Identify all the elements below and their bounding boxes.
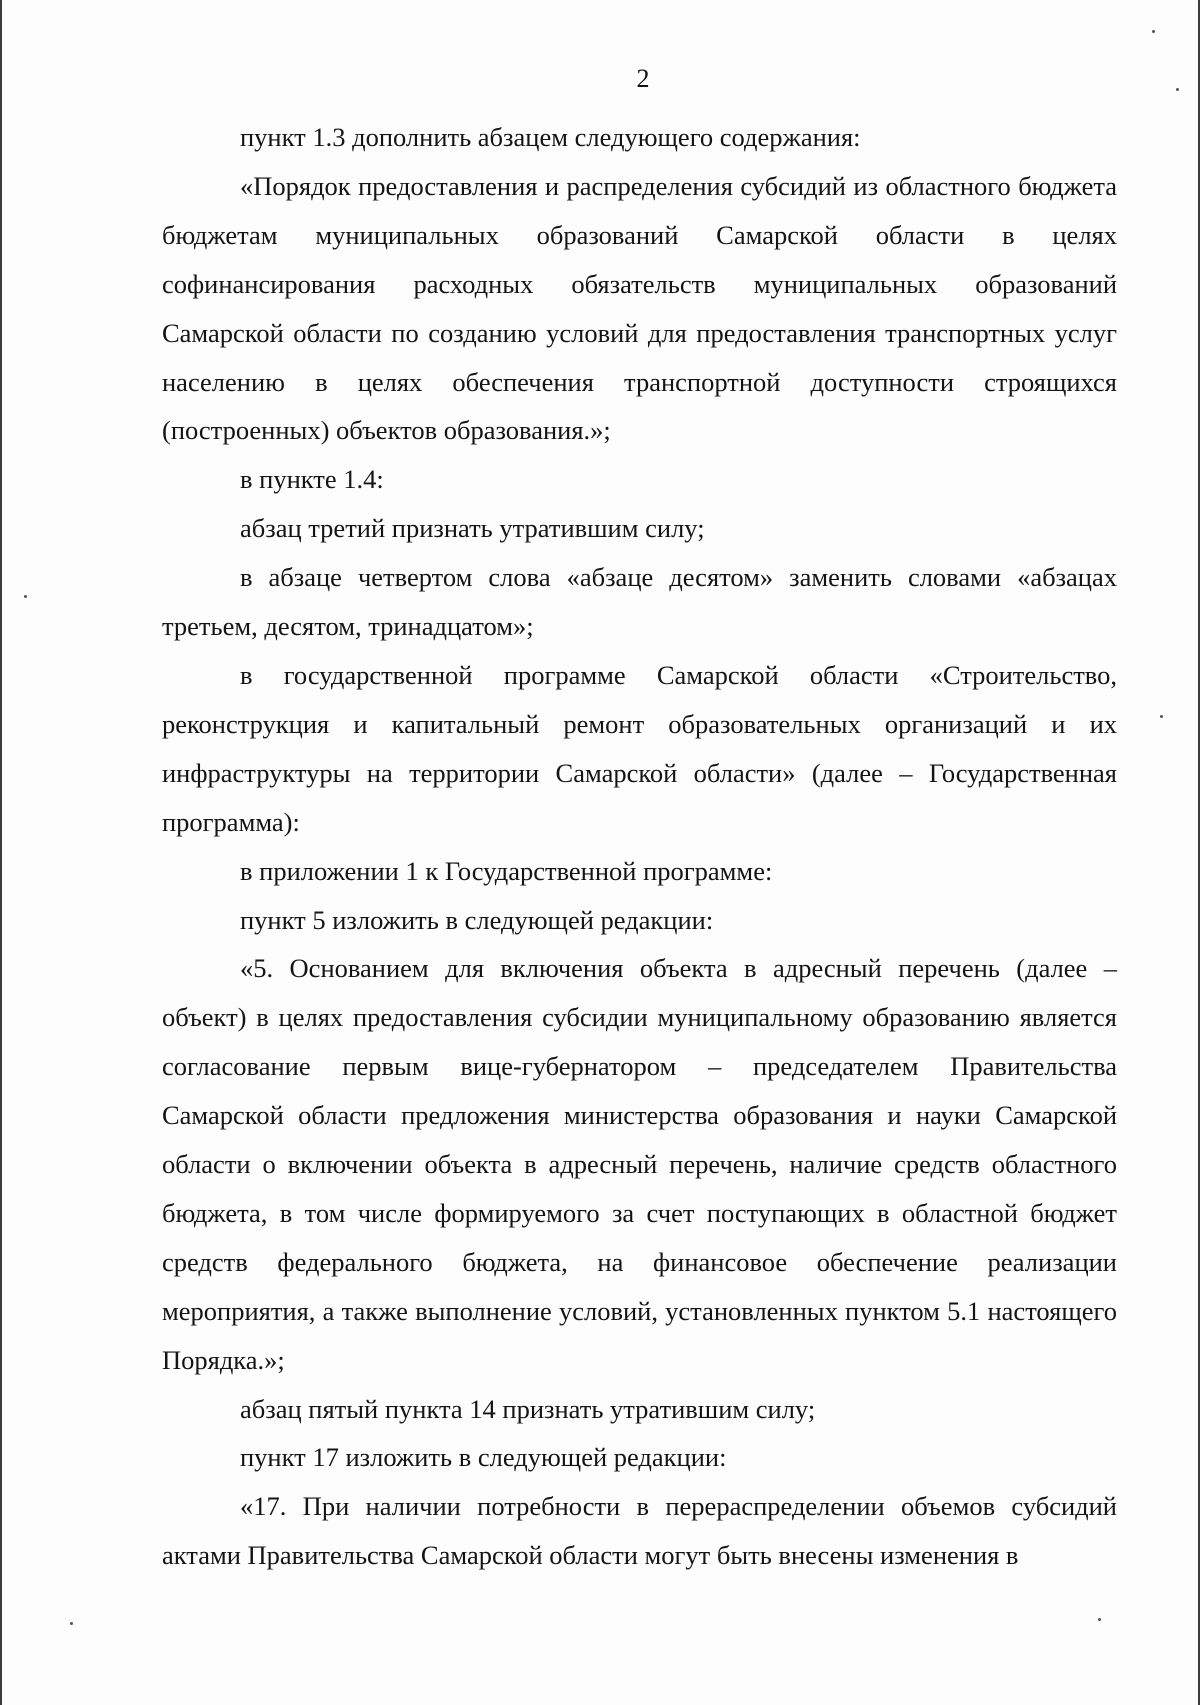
paragraph: «Порядок предоставления и распределения субсидий из областного бюджета бюджетам муниципальных образований Самарской области в целях софинансирования расходных обязательств муниципальных образований Самарской области по созданию условий для предоставления транспортных услуг населению в целях обеспечения транспортной доступности строящихся (построенных) объектов образования.»; (162, 170, 1117, 446)
paragraph: абзац третий признать утратившим силу; (240, 513, 705, 544)
paragraph: пункт 5 изложить в следующей редакции: (240, 904, 714, 935)
paragraph: в пункте 1.4: (240, 464, 384, 495)
scan-speck (1176, 88, 1179, 91)
paragraph: в абзаце четвертом слова «абзаце десятом» заменить словами «абзацах третьем, десятом, тринадцатом»; (162, 562, 1117, 642)
paragraph: в государственной программе Самарской области «Строительство, реконструкция и капитальный ремонт образовательных организаций и их инфраструктуры на территории Самарской области» (далее – Государственная программа): (162, 659, 1117, 837)
paragraph: пункт 17 изложить в следующей редакции: (240, 1442, 727, 1473)
paragraph: абзац пятый пункта 14 признать утратившим силу; (240, 1393, 816, 1424)
paragraph: пункт 1.3 дополнить абзацем следующего содержания: (240, 122, 861, 152)
scan-speck (1160, 715, 1163, 718)
paragraph: «5. Основанием для включения объекта в адресный перечень (далее – объект) в целях предоставления субсидии муниципальному образованию является согласование первым вице-губернатором – председателем Правительства Самарской области предложения министерства образования и науки Самарской области о включении объекта в адресный перечень, наличие средств областного бюджета, в том числе формируемого за счет поступающих в областной бюджет средств федерального бюджета, на финансовое обеспечение реализации мероприятия, а также выполнение условий, установленных пунктом 5.1 настоящего Порядка.»; (162, 953, 1117, 1375)
scan-speck (70, 1622, 73, 1625)
paragraph: в приложении 1 к Государственной программе: (240, 855, 773, 886)
scan-speck (1152, 30, 1155, 33)
scan-speck (1098, 1618, 1101, 1621)
scan-speck (24, 595, 27, 598)
document-body (162, 113, 1117, 1580)
page-number: 2 (636, 64, 650, 93)
paragraph: «17. При наличии потребности в перераспределении объемов субсидий актами Правительства Самарской области могут быть внесены изменения в (162, 1491, 1117, 1571)
scan-edge-left (0, 0, 2, 1705)
